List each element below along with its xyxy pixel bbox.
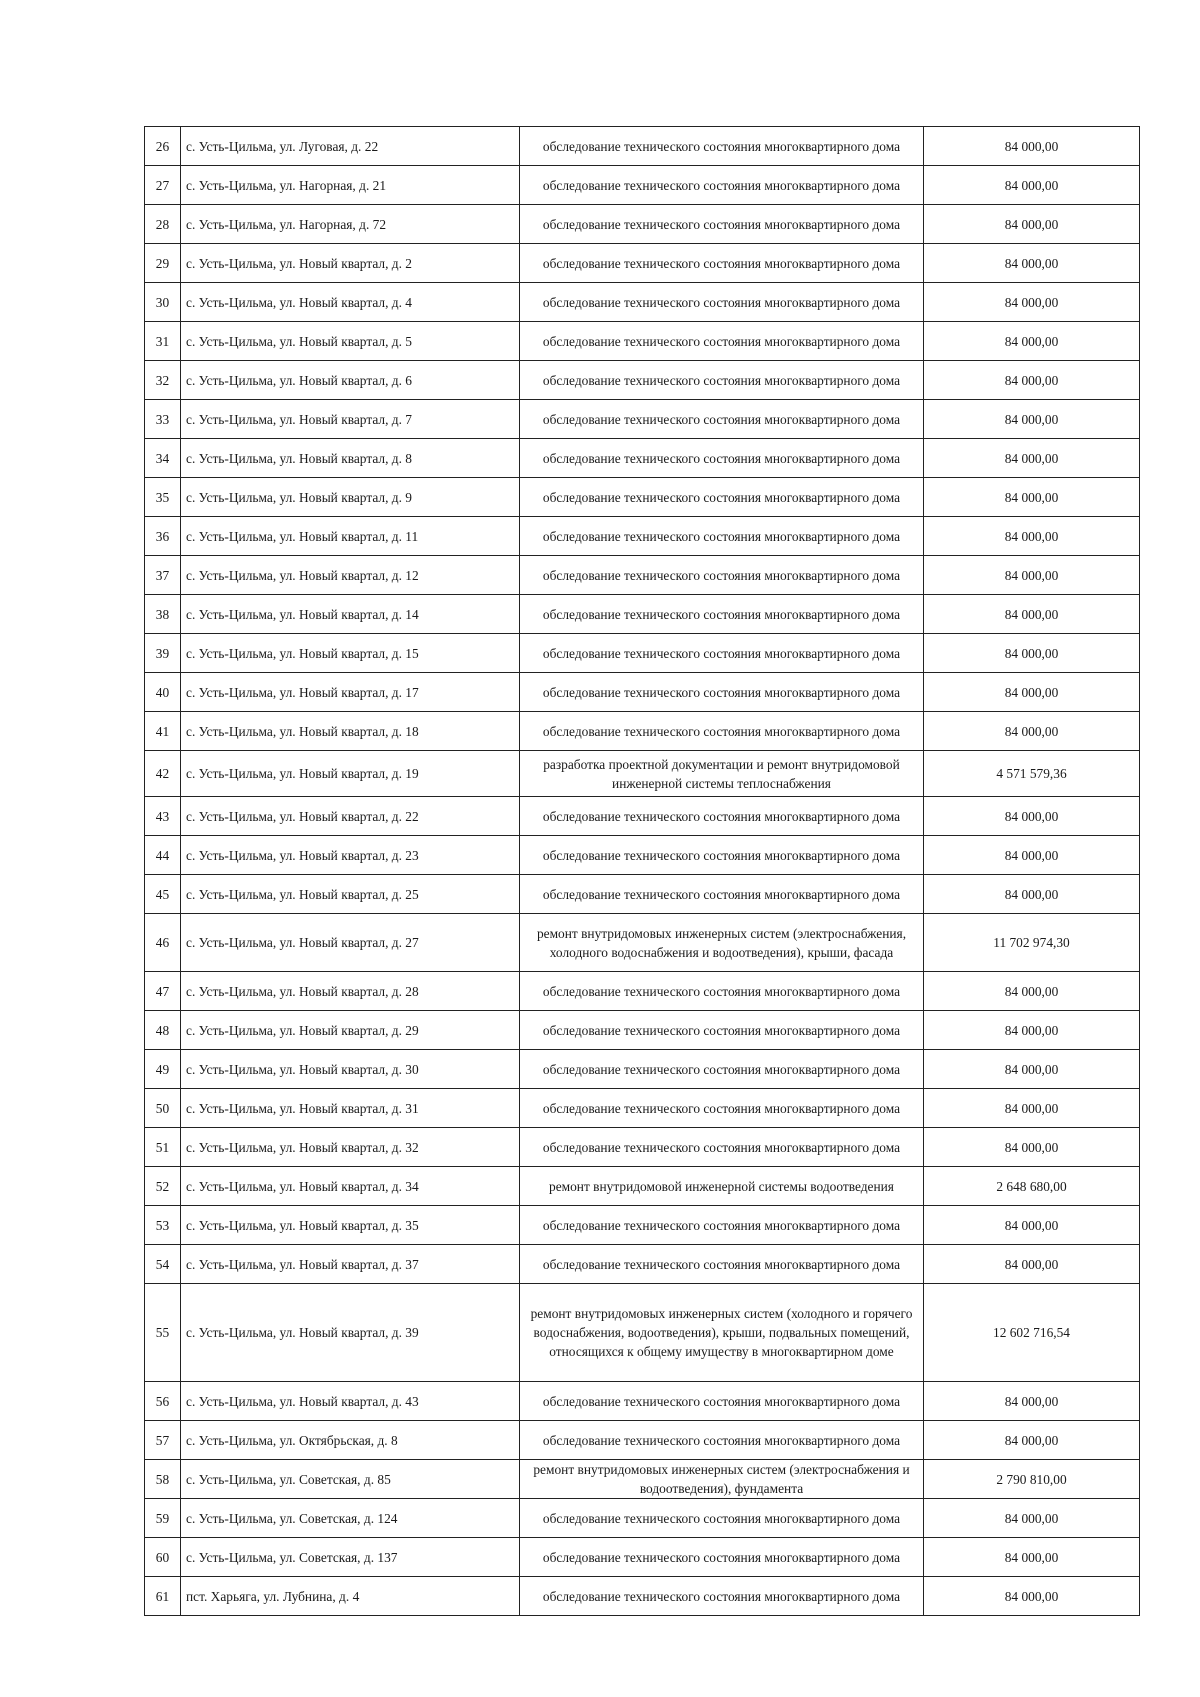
- work-description-cell: обследование технического состояния многоквартирного дома: [520, 875, 924, 914]
- address-cell: с. Усть-Цильма, ул. Советская, д. 124: [181, 1499, 520, 1538]
- address-cell: с. Усть-Цильма, ул. Новый квартал, д. 28: [181, 972, 520, 1011]
- work-description-cell: обследование технического состояния многоквартирного дома: [520, 595, 924, 634]
- cost-cell: 84 000,00: [924, 517, 1140, 556]
- address-cell: с. Усть-Цильма, ул. Новый квартал, д. 25: [181, 875, 520, 914]
- address-cell: с. Усть-Цильма, ул. Новый квартал, д. 12: [181, 556, 520, 595]
- address-cell: с. Усть-Цильма, ул. Советская, д. 85: [181, 1460, 520, 1499]
- works-table-body: [145, 127, 1140, 1616]
- address-cell: с. Усть-Цильма, ул. Новый квартал, д. 2: [181, 244, 520, 283]
- row-number-cell: 38: [145, 595, 181, 634]
- works-table: [144, 126, 1140, 1616]
- cost-cell: 84 000,00: [924, 1499, 1140, 1538]
- row-number-cell: 57: [145, 1421, 181, 1460]
- work-description-cell: обследование технического состояния многоквартирного дома: [520, 517, 924, 556]
- cost-cell: 84 000,00: [924, 875, 1140, 914]
- row-number-cell: 27: [145, 166, 181, 205]
- work-description-cell: ремонт внутридомовой инженерной системы водоотведения: [520, 1167, 924, 1206]
- cost-cell: 2 790 810,00: [924, 1460, 1140, 1499]
- row-number-cell: 43: [145, 797, 181, 836]
- work-description-cell: разработка проектной документации и ремонт внутридомовой инженерной системы теплоснабжения: [520, 751, 924, 797]
- table-row: [145, 1577, 1140, 1616]
- cost-cell: 84 000,00: [924, 634, 1140, 673]
- address-cell: с. Усть-Цильма, ул. Новый квартал, д. 7: [181, 400, 520, 439]
- table-row: [145, 797, 1140, 836]
- work-description-cell: ремонт внутридомовых инженерных систем (электроснабжения и водоотведения), фундамента: [520, 1460, 924, 1499]
- table-row: [145, 322, 1140, 361]
- row-number-cell: 60: [145, 1538, 181, 1577]
- cost-cell: 84 000,00: [924, 1050, 1140, 1089]
- work-description-cell: обследование технического состояния многоквартирного дома: [520, 1206, 924, 1245]
- address-cell: с. Усть-Цильма, ул. Новый квартал, д. 31: [181, 1089, 520, 1128]
- cost-cell: 84 000,00: [924, 1128, 1140, 1167]
- work-description-cell: обследование технического состояния многоквартирного дома: [520, 1538, 924, 1577]
- row-number-cell: 52: [145, 1167, 181, 1206]
- row-number-cell: 45: [145, 875, 181, 914]
- work-description-cell: обследование технического состояния многоквартирного дома: [520, 1089, 924, 1128]
- row-number-cell: 39: [145, 634, 181, 673]
- table-row: [145, 972, 1140, 1011]
- work-description-cell: обследование технического состояния многоквартирного дома: [520, 556, 924, 595]
- row-number-cell: 46: [145, 914, 181, 972]
- table-row: [145, 1460, 1140, 1499]
- table-row: [145, 1499, 1140, 1538]
- cost-cell: 84 000,00: [924, 1245, 1140, 1284]
- row-number-cell: 48: [145, 1011, 181, 1050]
- row-number-cell: 59: [145, 1499, 181, 1538]
- table-row: [145, 556, 1140, 595]
- cost-cell: 84 000,00: [924, 712, 1140, 751]
- address-cell: с. Усть-Цильма, ул. Новый квартал, д. 5: [181, 322, 520, 361]
- cost-cell: 84 000,00: [924, 1538, 1140, 1577]
- table-row: [145, 244, 1140, 283]
- address-cell: с. Усть-Цильма, ул. Новый квартал, д. 17: [181, 673, 520, 712]
- table-row: [145, 673, 1140, 712]
- table-row: [145, 1167, 1140, 1206]
- document-page: [144, 126, 1139, 1616]
- row-number-cell: 26: [145, 127, 181, 166]
- address-cell: с. Усть-Цильма, ул. Новый квартал, д. 15: [181, 634, 520, 673]
- row-number-cell: 31: [145, 322, 181, 361]
- cost-cell: 84 000,00: [924, 1382, 1140, 1421]
- work-description-cell: обследование технического состояния многоквартирного дома: [520, 1499, 924, 1538]
- row-number-cell: 50: [145, 1089, 181, 1128]
- address-cell: с. Усть-Цильма, ул. Октябрьская, д. 8: [181, 1421, 520, 1460]
- table-row: [145, 361, 1140, 400]
- table-row: [145, 517, 1140, 556]
- work-description-cell: обследование технического состояния многоквартирного дома: [520, 634, 924, 673]
- row-number-cell: 47: [145, 972, 181, 1011]
- address-cell: с. Усть-Цильма, ул. Новый квартал, д. 27: [181, 914, 520, 972]
- address-cell: с. Усть-Цильма, ул. Новый квартал, д. 37: [181, 1245, 520, 1284]
- work-description-cell: обследование технического состояния многоквартирного дома: [520, 283, 924, 322]
- table-row: [145, 914, 1140, 972]
- cost-cell: 84 000,00: [924, 673, 1140, 712]
- cost-cell: 84 000,00: [924, 205, 1140, 244]
- table-row: [145, 283, 1140, 322]
- table-row: [145, 1128, 1140, 1167]
- cost-cell: 84 000,00: [924, 439, 1140, 478]
- work-description-cell: обследование технического состояния многоквартирного дома: [520, 797, 924, 836]
- row-number-cell: 55: [145, 1284, 181, 1382]
- cost-cell: 11 702 974,30: [924, 914, 1140, 972]
- work-description-cell: обследование технического состояния многоквартирного дома: [520, 205, 924, 244]
- row-number-cell: 32: [145, 361, 181, 400]
- table-row: [145, 751, 1140, 797]
- row-number-cell: 40: [145, 673, 181, 712]
- row-number-cell: 51: [145, 1128, 181, 1167]
- row-number-cell: 29: [145, 244, 181, 283]
- table-row: [145, 1245, 1140, 1284]
- table-row: [145, 439, 1140, 478]
- work-description-cell: обследование технического состояния многоквартирного дома: [520, 972, 924, 1011]
- table-row: [145, 1421, 1140, 1460]
- cost-cell: 84 000,00: [924, 1206, 1140, 1245]
- address-cell: с. Усть-Цильма, ул. Новый квартал, д. 6: [181, 361, 520, 400]
- work-description-cell: обследование технического состояния многоквартирного дома: [520, 1050, 924, 1089]
- work-description-cell: обследование технического состояния многоквартирного дома: [520, 1577, 924, 1616]
- cost-cell: 84 000,00: [924, 797, 1140, 836]
- work-description-cell: обследование технического состояния многоквартирного дома: [520, 400, 924, 439]
- work-description-cell: обследование технического состояния многоквартирного дома: [520, 1128, 924, 1167]
- address-cell: с. Усть-Цильма, ул. Новый квартал, д. 14: [181, 595, 520, 634]
- table-row: [145, 712, 1140, 751]
- cost-cell: 84 000,00: [924, 1577, 1140, 1616]
- table-row: [145, 205, 1140, 244]
- address-cell: с. Усть-Цильма, ул. Луговая, д. 22: [181, 127, 520, 166]
- work-description-cell: обследование технического состояния многоквартирного дома: [520, 439, 924, 478]
- cost-cell: 84 000,00: [924, 244, 1140, 283]
- address-cell: пст. Харьяга, ул. Лубнина, д. 4: [181, 1577, 520, 1616]
- work-description-cell: обследование технического состояния многоквартирного дома: [520, 1382, 924, 1421]
- address-cell: с. Усть-Цильма, ул. Нагорная, д. 21: [181, 166, 520, 205]
- work-description-cell: обследование технического состояния многоквартирного дома: [520, 244, 924, 283]
- cost-cell: 84 000,00: [924, 595, 1140, 634]
- cost-cell: 84 000,00: [924, 283, 1140, 322]
- row-number-cell: 49: [145, 1050, 181, 1089]
- work-description-cell: ремонт внутридомовых инженерных систем (электроснабжения, холодного водоснабжения и водоотведения), крыши, фасада: [520, 914, 924, 972]
- cost-cell: 4 571 579,36: [924, 751, 1140, 797]
- table-row: [145, 1089, 1140, 1128]
- work-description-cell: обследование технического состояния многоквартирного дома: [520, 673, 924, 712]
- table-row: [145, 1382, 1140, 1421]
- cost-cell: 84 000,00: [924, 127, 1140, 166]
- row-number-cell: 54: [145, 1245, 181, 1284]
- work-description-cell: обследование технического состояния многоквартирного дома: [520, 127, 924, 166]
- row-number-cell: 42: [145, 751, 181, 797]
- table-row: [145, 166, 1140, 205]
- address-cell: с. Усть-Цильма, ул. Новый квартал, д. 11: [181, 517, 520, 556]
- table-row: [145, 595, 1140, 634]
- address-cell: с. Усть-Цильма, ул. Новый квартал, д. 22: [181, 797, 520, 836]
- row-number-cell: 58: [145, 1460, 181, 1499]
- work-description-cell: обследование технического состояния многоквартирного дома: [520, 166, 924, 205]
- work-description-cell: обследование технического состояния многоквартирного дома: [520, 322, 924, 361]
- address-cell: с. Усть-Цильма, ул. Новый квартал, д. 43: [181, 1382, 520, 1421]
- address-cell: с. Усть-Цильма, ул. Новый квартал, д. 30: [181, 1050, 520, 1089]
- table-row: [145, 634, 1140, 673]
- address-cell: с. Усть-Цильма, ул. Советская, д. 137: [181, 1538, 520, 1577]
- address-cell: с. Усть-Цильма, ул. Нагорная, д. 72: [181, 205, 520, 244]
- cost-cell: 84 000,00: [924, 556, 1140, 595]
- cost-cell: 84 000,00: [924, 1089, 1140, 1128]
- cost-cell: 2 648 680,00: [924, 1167, 1140, 1206]
- work-description-cell: обследование технического состояния многоквартирного дома: [520, 361, 924, 400]
- row-number-cell: 37: [145, 556, 181, 595]
- row-number-cell: 41: [145, 712, 181, 751]
- address-cell: с. Усть-Цильма, ул. Новый квартал, д. 35: [181, 1206, 520, 1245]
- address-cell: с. Усть-Цильма, ул. Новый квартал, д. 18: [181, 712, 520, 751]
- work-description-cell: обследование технического состояния многоквартирного дома: [520, 478, 924, 517]
- address-cell: с. Усть-Цильма, ул. Новый квартал, д. 34: [181, 1167, 520, 1206]
- work-description-cell: обследование технического состояния многоквартирного дома: [520, 1245, 924, 1284]
- work-description-cell: обследование технического состояния многоквартирного дома: [520, 1011, 924, 1050]
- address-cell: с. Усть-Цильма, ул. Новый квартал, д. 29: [181, 1011, 520, 1050]
- row-number-cell: 36: [145, 517, 181, 556]
- cost-cell: 84 000,00: [924, 322, 1140, 361]
- table-row: [145, 1284, 1140, 1382]
- cost-cell: 84 000,00: [924, 166, 1140, 205]
- work-description-cell: обследование технического состояния многоквартирного дома: [520, 712, 924, 751]
- row-number-cell: 35: [145, 478, 181, 517]
- table-row: [145, 836, 1140, 875]
- address-cell: с. Усть-Цильма, ул. Новый квартал, д. 9: [181, 478, 520, 517]
- table-row: [145, 400, 1140, 439]
- table-row: [145, 1538, 1140, 1577]
- work-description-cell: обследование технического состояния многоквартирного дома: [520, 1421, 924, 1460]
- cost-cell: 84 000,00: [924, 1011, 1140, 1050]
- row-number-cell: 34: [145, 439, 181, 478]
- cost-cell: 84 000,00: [924, 478, 1140, 517]
- row-number-cell: 28: [145, 205, 181, 244]
- table-row: [145, 1050, 1140, 1089]
- cost-cell: 84 000,00: [924, 836, 1140, 875]
- address-cell: с. Усть-Цильма, ул. Новый квартал, д. 8: [181, 439, 520, 478]
- row-number-cell: 61: [145, 1577, 181, 1616]
- cost-cell: 12 602 716,54: [924, 1284, 1140, 1382]
- cost-cell: 84 000,00: [924, 972, 1140, 1011]
- address-cell: с. Усть-Цильма, ул. Новый квартал, д. 32: [181, 1128, 520, 1167]
- cost-cell: 84 000,00: [924, 361, 1140, 400]
- table-row: [145, 1206, 1140, 1245]
- row-number-cell: 53: [145, 1206, 181, 1245]
- address-cell: с. Усть-Цильма, ул. Новый квартал, д. 23: [181, 836, 520, 875]
- table-row: [145, 478, 1140, 517]
- row-number-cell: 56: [145, 1382, 181, 1421]
- cost-cell: 84 000,00: [924, 1421, 1140, 1460]
- table-row: [145, 127, 1140, 166]
- address-cell: с. Усть-Цильма, ул. Новый квартал, д. 4: [181, 283, 520, 322]
- address-cell: с. Усть-Цильма, ул. Новый квартал, д. 19: [181, 751, 520, 797]
- address-cell: с. Усть-Цильма, ул. Новый квартал, д. 39: [181, 1284, 520, 1382]
- table-row: [145, 1011, 1140, 1050]
- row-number-cell: 33: [145, 400, 181, 439]
- row-number-cell: 30: [145, 283, 181, 322]
- work-description-cell: обследование технического состояния многоквартирного дома: [520, 836, 924, 875]
- cost-cell: 84 000,00: [924, 400, 1140, 439]
- table-row: [145, 875, 1140, 914]
- work-description-cell: ремонт внутридомовых инженерных систем (холодного и горячего водоснабжения, водоотведения), крыши, подвальных помещений, относящихся к общему имуществу в многоквартирном доме: [520, 1284, 924, 1382]
- row-number-cell: 44: [145, 836, 181, 875]
